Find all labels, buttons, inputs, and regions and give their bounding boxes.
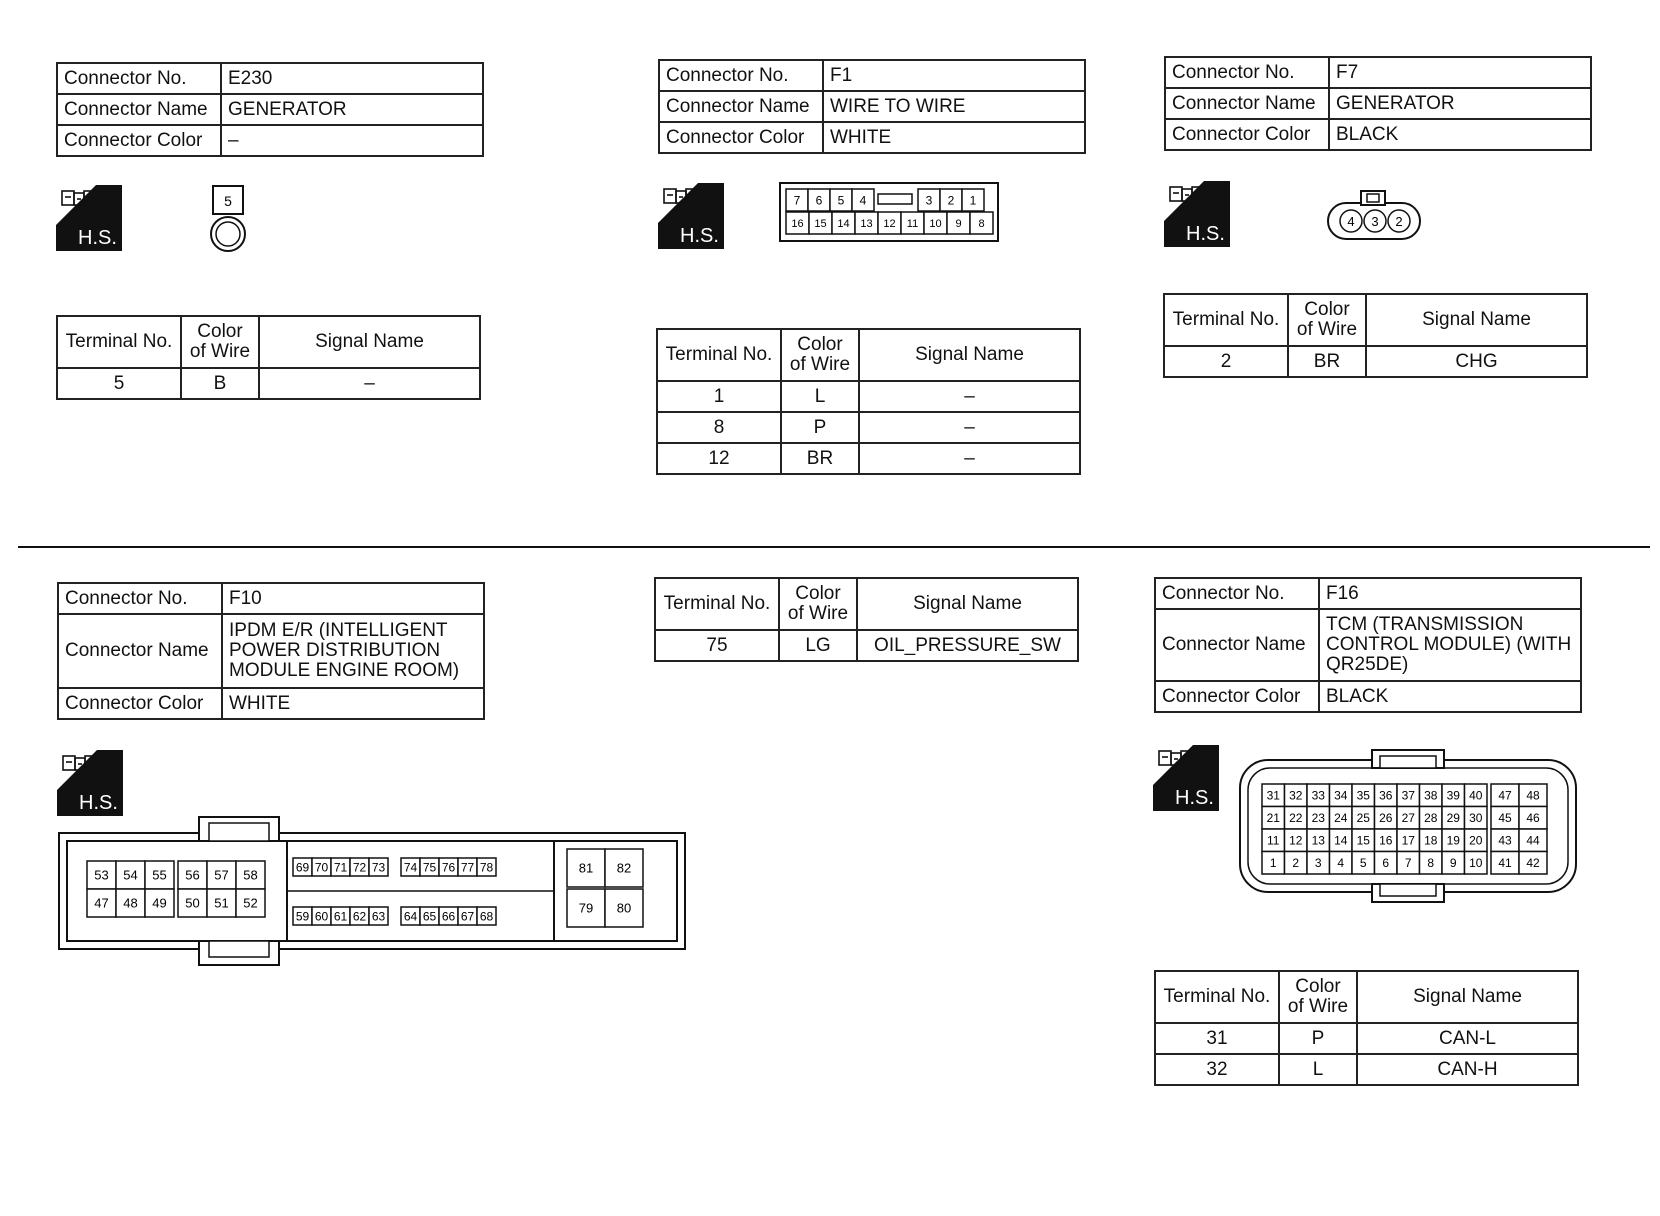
pin-label: 3 — [1314, 856, 1322, 871]
pin-label: 41 — [1498, 856, 1512, 871]
terminal-no-header: Terminal No. — [655, 578, 779, 630]
latch-bottom-inner — [209, 941, 269, 957]
wire-color-cell: B — [181, 368, 259, 399]
latch-bottom-inner — [1380, 884, 1436, 896]
color-of-wire-header: Color of Wire — [1288, 294, 1366, 346]
terminal-no-header: Terminal No. — [1164, 294, 1288, 346]
pin-label: 22 — [1289, 811, 1303, 826]
hs-label: H.S. — [79, 792, 118, 814]
table-row — [657, 381, 1080, 412]
pin-label: 6 — [815, 193, 823, 208]
pin-label: 59 — [295, 909, 310, 924]
connector-info-f1 — [658, 59, 1086, 154]
connector-name-label: Connector Name — [659, 91, 823, 122]
pin-label: 54 — [123, 867, 138, 883]
pin-label: 14 — [1334, 833, 1348, 848]
pin-label: 40 — [1469, 788, 1483, 803]
connector-color-label: Connector Color — [1155, 681, 1319, 712]
section-divider — [18, 546, 1650, 548]
hs-label: H.S. — [1186, 223, 1225, 245]
pin-label: 8 — [978, 217, 985, 230]
pin-label: 38 — [1424, 788, 1438, 803]
pin-label: 13 — [1311, 833, 1325, 848]
pin-label: 11 — [1267, 833, 1280, 848]
pin-label: 24 — [1334, 811, 1348, 826]
connector-name-label: Connector Name — [57, 94, 221, 125]
pin-label: 18 — [1424, 833, 1438, 848]
signal-cell: OIL_PRESSURE_SW — [857, 630, 1078, 661]
pin-label: 4 — [859, 193, 867, 208]
signal-cell: – — [859, 443, 1080, 474]
pin-label: 9 — [955, 217, 962, 230]
pin-label: 34 — [1334, 788, 1348, 803]
harness-side-icon — [1164, 181, 1230, 247]
table-row — [657, 412, 1080, 443]
pin-label: 81 — [578, 860, 594, 876]
connector-no-value: E230 — [221, 63, 483, 94]
pin-label: 74 — [403, 860, 418, 875]
pin-label: 64 — [403, 909, 418, 924]
pin-label: 57 — [214, 867, 229, 883]
signal-name-header: Signal Name — [859, 329, 1080, 381]
wire-color-cell: LG — [779, 630, 857, 661]
pin-label: 58 — [243, 867, 258, 883]
connector-color-value: WHITE — [823, 122, 1085, 153]
connector-name-label: Connector Name — [1155, 609, 1319, 681]
terminal-cell: 31 — [1155, 1023, 1279, 1054]
pin-label: 6 — [1382, 856, 1390, 871]
terminal-table-f10 — [654, 577, 1079, 662]
pin-label: 11 — [906, 217, 919, 230]
connector-color-label: Connector Color — [659, 122, 823, 153]
pin-label: 35 — [1356, 788, 1370, 803]
harness-side-icon — [57, 750, 123, 816]
pin-label: 37 — [1401, 788, 1415, 803]
pin-label: 82 — [616, 860, 632, 876]
pin-label: 78 — [479, 860, 494, 875]
connector-no-label: Connector No. — [659, 60, 823, 91]
pin-label: 12 — [883, 217, 896, 230]
connector-color-value: WHITE — [222, 688, 484, 719]
pin-label: 71 — [333, 860, 348, 875]
connector-no-label: Connector No. — [1155, 578, 1319, 609]
terminal-cell: 12 — [657, 443, 781, 474]
pin-label: 65 — [422, 909, 437, 924]
pin-label: 68 — [479, 909, 494, 924]
table-row — [655, 630, 1078, 661]
pin-label: 4 — [1347, 214, 1355, 229]
pin-label: 3 — [925, 193, 933, 208]
signal-name-header: Signal Name — [1357, 971, 1578, 1023]
pin-label: 5 — [224, 193, 232, 209]
connector-color-label: Connector Color — [58, 688, 222, 719]
pin-label: 77 — [460, 860, 475, 875]
latch-slot — [878, 194, 912, 204]
pin-label: 26 — [1379, 811, 1393, 826]
pin-label: 7 — [793, 193, 801, 208]
harness-side-icon — [56, 185, 122, 251]
connector-no-value: F7 — [1329, 57, 1591, 88]
pin-label: 61 — [333, 909, 348, 924]
pin-label: 75 — [422, 860, 437, 875]
pin-label: 5 — [837, 193, 845, 208]
terminal-cell: 2 — [1164, 346, 1288, 377]
pin-label: 27 — [1401, 811, 1415, 826]
connector-info-f7 — [1164, 56, 1592, 151]
pin-label: 70 — [314, 860, 329, 875]
hs-label: H.S. — [1175, 787, 1214, 809]
pin-label: 15 — [1356, 833, 1370, 848]
connector-color-value: BLACK — [1329, 119, 1591, 150]
pin-label: 73 — [371, 860, 386, 875]
connector-name-value: GENERATOR — [221, 94, 483, 125]
connector-name-value: IPDM E/R (INTELLIGENT POWER DISTRIBUTION MODULE ENGINE ROOM) — [222, 614, 484, 688]
connector-info-f16 — [1154, 577, 1582, 713]
pin-label: 67 — [460, 909, 475, 924]
pin-label: 45 — [1498, 811, 1512, 826]
terminal-table-f1 — [656, 328, 1081, 475]
pin-label: 56 — [185, 867, 200, 883]
table-row — [57, 368, 480, 399]
signal-cell: CAN-H — [1357, 1054, 1578, 1085]
latch-top-inner — [209, 823, 269, 841]
wire-color-cell: L — [781, 381, 859, 412]
terminal-cell: 32 — [1155, 1054, 1279, 1085]
pin-label: 1 — [1269, 856, 1277, 871]
connector-face-f7 — [1325, 189, 1425, 249]
color-of-wire-header: Color of Wire — [1279, 971, 1357, 1023]
harness-side-icon — [1153, 745, 1219, 811]
pin-label: 10 — [929, 217, 942, 230]
connector-name-label: Connector Name — [58, 614, 222, 688]
connector-name-label: Connector Name — [1165, 88, 1329, 119]
pin-label: 9 — [1449, 856, 1457, 871]
pin-label: 43 — [1498, 833, 1512, 848]
terminal-no-header: Terminal No. — [1155, 971, 1279, 1023]
pin-label: 39 — [1446, 788, 1460, 803]
pin-label: 48 — [123, 895, 138, 911]
wire-color-cell: P — [781, 412, 859, 443]
table-row — [1155, 1054, 1578, 1085]
pin-label: 2 — [947, 193, 955, 208]
pin-label: 2 — [1292, 856, 1300, 871]
signal-name-header: Signal Name — [259, 316, 480, 368]
connector-no-label: Connector No. — [57, 63, 221, 94]
pin-label: 20 — [1469, 833, 1483, 848]
pin-label: 76 — [441, 860, 456, 875]
pin-label: 21 — [1266, 811, 1280, 826]
wire-color-cell: BR — [1288, 346, 1366, 377]
pin-label: 49 — [152, 895, 167, 911]
pin-label: 16 — [1379, 833, 1393, 848]
pin-label: 44 — [1526, 833, 1540, 848]
connector-no-value: F10 — [222, 583, 484, 614]
pin-label: 1 — [969, 193, 977, 208]
terminal-cell: 1 — [657, 381, 781, 412]
pin-label: 5 — [1359, 856, 1367, 871]
connector-no-label: Connector No. — [58, 583, 222, 614]
pin-label: 10 — [1469, 856, 1483, 871]
terminal-table-e230 — [56, 315, 481, 400]
terminal-table-f7 — [1163, 293, 1588, 378]
pin-label: 72 — [352, 860, 367, 875]
signal-cell: – — [259, 368, 480, 399]
table-row — [657, 443, 1080, 474]
pin-label: 79 — [578, 900, 594, 916]
pin-label: 51 — [214, 895, 229, 911]
hs-label: H.S. — [680, 225, 719, 247]
wire-color-cell: L — [1279, 1054, 1357, 1085]
signal-cell: CAN-L — [1357, 1023, 1578, 1054]
connector-color-label: Connector Color — [1165, 119, 1329, 150]
terminal-cell: 75 — [655, 630, 779, 661]
terminal-no-header: Terminal No. — [657, 329, 781, 381]
pin-label: 69 — [295, 860, 310, 875]
pin-label: 63 — [371, 909, 386, 924]
signal-cell: – — [859, 412, 1080, 443]
pin-label: 12 — [1289, 833, 1303, 848]
pin-label: 52 — [243, 895, 258, 911]
pin-label: 32 — [1289, 788, 1303, 803]
pin-label: 13 — [860, 217, 873, 230]
pin-label: 47 — [94, 895, 109, 911]
connector-color-label: Connector Color — [57, 125, 221, 156]
color-of-wire-header: Color of Wire — [781, 329, 859, 381]
pin-label: 50 — [185, 895, 200, 911]
pin-label: 17 — [1401, 833, 1415, 848]
pin-label: 47 — [1498, 788, 1512, 803]
pin-label: 19 — [1446, 833, 1460, 848]
table-row — [1155, 1023, 1578, 1054]
pin-label: 23 — [1311, 811, 1325, 826]
connector-face-f10 — [57, 815, 689, 975]
table-row — [1164, 346, 1587, 377]
pin-label: 2 — [1395, 214, 1403, 229]
pin-label: 16 — [791, 217, 804, 230]
pin-label: 15 — [814, 217, 827, 230]
pin-label: 33 — [1311, 788, 1325, 803]
signal-name-header: Signal Name — [857, 578, 1078, 630]
pin-label: 7 — [1404, 856, 1412, 871]
latch-slot — [1367, 194, 1379, 202]
terminal-table-f16 — [1154, 970, 1579, 1086]
pin-label: 8 — [1427, 856, 1435, 871]
hs-label: H.S. — [78, 227, 117, 249]
harness-side-icon — [658, 183, 724, 249]
signal-cell: – — [859, 381, 1080, 412]
pin-label: 42 — [1526, 856, 1540, 871]
pin-label: 3 — [1371, 214, 1379, 229]
connector-no-label: Connector No. — [1165, 57, 1329, 88]
connector-color-value: – — [221, 125, 483, 156]
pin-label: 25 — [1356, 811, 1370, 826]
pin-label: 46 — [1526, 811, 1540, 826]
wire-color-cell: BR — [781, 443, 859, 474]
latch-top-inner — [1380, 756, 1436, 768]
terminal-cell: 8 — [657, 412, 781, 443]
connector-info-e230 — [56, 62, 484, 157]
pin-label: 4 — [1337, 856, 1345, 871]
pin-label: 66 — [441, 909, 456, 924]
terminal-no-header: Terminal No. — [57, 316, 181, 368]
pin-label: 53 — [94, 867, 109, 883]
signal-cell: CHG — [1366, 346, 1587, 377]
pin-label: 48 — [1526, 788, 1540, 803]
connector-no-value: F1 — [823, 60, 1085, 91]
color-of-wire-header: Color of Wire — [181, 316, 259, 368]
color-of-wire-header: Color of Wire — [779, 578, 857, 630]
connector-name-value: GENERATOR — [1329, 88, 1591, 119]
connector-face-e230 — [208, 184, 248, 254]
connector-no-value: F16 — [1319, 578, 1581, 609]
connector-color-value: BLACK — [1319, 681, 1581, 712]
connector-info-f10 — [57, 582, 485, 720]
pin-label: 31 — [1266, 788, 1280, 803]
connector-face-f1 — [778, 181, 1002, 245]
pin-label: 14 — [837, 217, 850, 230]
signal-name-header: Signal Name — [1366, 294, 1587, 346]
connector-name-value: TCM (TRANSMISSION CONTROL MODULE) (WITH QR25DE) — [1319, 609, 1581, 681]
pin-label: 29 — [1446, 811, 1460, 826]
pin-label: 60 — [314, 909, 329, 924]
connector-name-value: WIRE TO WIRE — [823, 91, 1085, 122]
pin-label: 55 — [152, 867, 167, 883]
wire-color-cell: P — [1279, 1023, 1357, 1054]
connector-face-f16 — [1238, 748, 1582, 908]
pin-label: 30 — [1469, 811, 1483, 826]
terminal-cell: 5 — [57, 368, 181, 399]
pin-label: 62 — [352, 909, 367, 924]
pin-label: 28 — [1424, 811, 1438, 826]
pin-label: 80 — [616, 900, 632, 916]
pin-label: 36 — [1379, 788, 1393, 803]
